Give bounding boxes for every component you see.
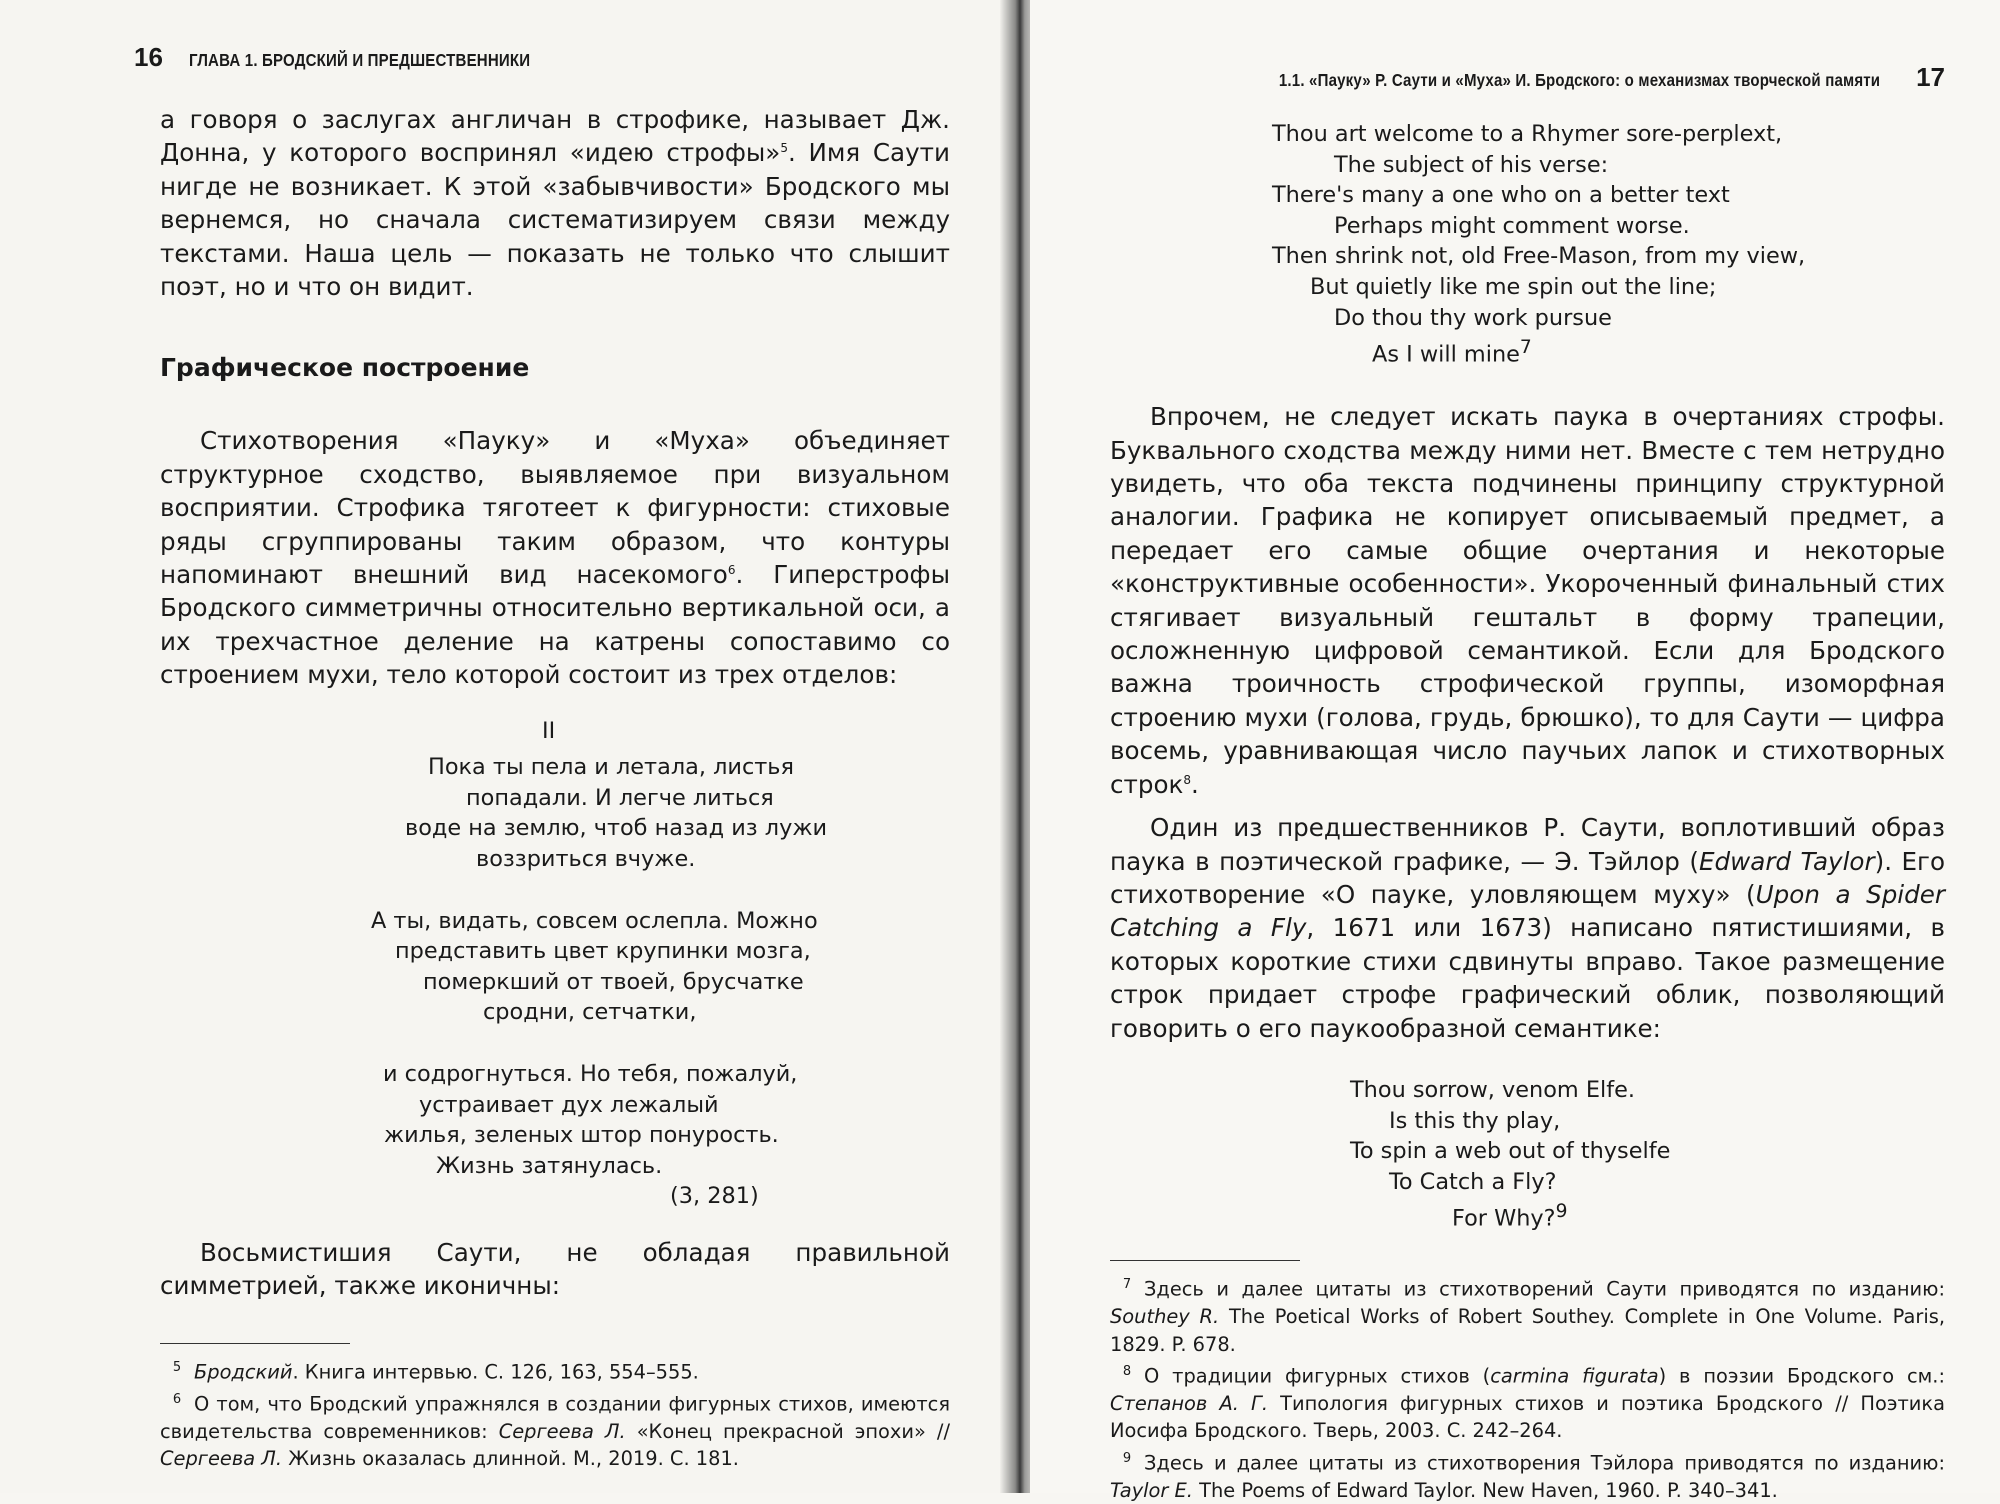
poem-line: Do thou thy work pursue xyxy=(1334,304,1612,331)
poem-line: To spin a web out of thyselfe xyxy=(1350,1138,1671,1165)
poem-line: Жизнь затянулась. xyxy=(436,1152,663,1179)
page-number-right: 17 xyxy=(1916,62,1945,92)
poem-line: There's many a one who on a better text xyxy=(1272,182,1730,209)
poem-line: воззриться вчуже. xyxy=(476,846,696,873)
poem-line: But quietly like me spin out the line; xyxy=(1310,273,1717,300)
poem-line: померкший от твоей, брусчатке xyxy=(423,968,804,995)
section-title: Графическое построение xyxy=(160,353,530,383)
footnote-ref-9[interactable]: 9 xyxy=(1555,1201,1568,1223)
paragraph-taylor: Один из предшественников Р. Саути, воплотивший образ паука в поэтической графике, — Э. Тэйлор (Edward Taylor). Его стихотворение «О пауке, уловляющем муху» (Upon a Spider Catching a Fly, 1671 или 1673) написано пятистишиями, в которых короткие стихи сдвинуты вправо. Такое размещение строк придает строфе графический облик, позволяющий говорить о его паукообразной семантике: xyxy=(1110,813,1945,1043)
poem-line: Then shrink not, old Free-Mason, from my view, xyxy=(1272,243,1806,270)
footnote-5: 5 Бродский. Книга интервью. С. 126, 163, 554–555. xyxy=(172,1359,699,1384)
poem-line: представить цвет крупинки мозга, xyxy=(395,938,811,965)
taylor-poem xyxy=(1110,1075,1945,1234)
footnote-7: 7 Здесь и далее цитаты из стихотворений Саути приводятся по изданию: Southey R. The Poetical Works of Robert Southey. Complete in One Volume. Paris, 1829. P. 678. xyxy=(1110,1277,1945,1356)
poem-line: и содрогнуться. Но тебя, пожалуй, xyxy=(383,1061,798,1088)
poem-line: жилья, зеленых штор понурость. xyxy=(384,1122,779,1149)
poem-line: А ты, видать, совсем ослепла. Можно xyxy=(371,907,818,934)
footnote-divider xyxy=(1110,1260,1300,1261)
poem-line: As I will mine$^7$ xyxy=(1372,337,1532,368)
footnote-divider xyxy=(160,1343,350,1344)
poem-line: Пока ты пела и летала, листья xyxy=(428,754,794,781)
poem-line: устраивает дух лежалый xyxy=(419,1091,719,1118)
poem-line: The subject of his verse: xyxy=(1334,151,1609,178)
chapter-title: ГЛАВА 1. БРОДСКИЙ И ПРЕДШЕСТВЕННИКИ xyxy=(188,50,531,70)
right-running-header xyxy=(1110,62,1945,93)
poem-line: For Why?$^9$ xyxy=(1452,1201,1568,1232)
poem-line: To Catch a Fly? xyxy=(1389,1168,1557,1195)
footnote-ref-7[interactable]: 7 xyxy=(1519,337,1532,359)
southey-poem xyxy=(1110,119,1945,370)
poem-line: Thou sorrow, venom Elfe. xyxy=(1350,1076,1635,1103)
poem-stanza xyxy=(160,752,950,874)
right-footnotes xyxy=(1110,1260,1945,1504)
footnote-9: 9 Здесь и далее цитаты из стихотворения Тэйлора приводятся по изданию: Taylor E. The Poems of Edward Taylor. New Haven, 1960. P. 340–341. xyxy=(1110,1450,1945,1502)
right-page xyxy=(1030,0,2000,1502)
paragraph-structure: Стихотворения «Пауку» и «Муха» объединяет структурное сходство, выявляемое при визуальном восприятии. Строфика тяготеет к фигурности: стиховые ряды сгруппированы таким образом, что контуры напоминают внешний вид насекомого$^6$. Гиперстрофы Бродского симметричны относительно вертикальной оси, а их трехчастное деление на катрены сопоставимо со строением мухи, тело которой состоит из трех отделов: xyxy=(160,426,950,690)
poem-line: воде на землю, чтоб назад из лужи xyxy=(405,815,828,842)
poem-citation: (3, 281) xyxy=(670,1183,759,1210)
page-number-left: 16 xyxy=(134,42,163,72)
intro-paragraph: а говоря о заслугах англичан в строфике, называет Дж. Донна, у которого воспринял «идею строфы»$^5$. Имя Саути нигде не возникает. К этой «забывчивости» Бродского мы вернемся, но сначала систематизируем связи между текстами. Наша цель — показать не только что слышит поэт, но и что он видит. xyxy=(160,105,950,302)
poem-stanza xyxy=(160,1059,950,1212)
poem-line: Is this thy play, xyxy=(1389,1107,1561,1134)
footnote-8: 8 О традиции фигурных стихов (carmina figurata) в поэзии Бродского см.: Степанов А. Г. Типология фигурных стихов и поэтика Бродского // Поэтика Иосифа Бродского. Тверь, 2003. С. 242–264. xyxy=(1110,1364,1945,1443)
left-footnotes xyxy=(160,1343,950,1473)
poem-stanza xyxy=(160,906,950,1028)
brodsky-poem xyxy=(160,716,950,1212)
poem-line: сродни, сетчатки, xyxy=(483,999,697,1026)
footnote-6: 6 О том, что Бродский упражнялся в создании фигурных стихов, имеются свидетельства современников: Сергеева Л. «Конец прекрасной эпохи» // Сергеева Л. Жизнь оказалась длинной. М., 2019. С. 181. xyxy=(160,1391,950,1470)
paragraph-southey: Восьмистишия Саути, не обладая правильной симметрией, также иконичны: xyxy=(160,1238,950,1301)
left-running-header xyxy=(134,42,950,73)
footnote-ref-8[interactable]: 8 xyxy=(1183,772,1192,787)
poem-line: Perhaps might comment worse. xyxy=(1334,212,1690,239)
poem-line: попадали. И легче литься xyxy=(466,784,774,811)
footnote-ref-5[interactable]: 5 xyxy=(780,141,788,156)
paragraph-analogy: Впрочем, не следует искать паука в очертаниях строфы. Буквального сходства между ними нет. Вместе с тем нетрудно увидеть, что оба текста подчинены принципу структурной аналогии. Графика не копирует описываемый предмет, а передает его самые общие очертания и некоторые «конструктивные особенности». Укороченный финальный стих стягивает визуальный гештальт в форму трапеции, осложненную цифровой семантикой. Если для Бродского важна троичность строфической группы, изоморфная строению мухи (голова, грудь, брюшко), то для Саути — цифра восемь, уравнивающая число паучьих лапок и стихотворных строк$^8$. xyxy=(1110,402,1945,799)
section-running-title: 1.1. «Пауку» Р. Саути и «Муха» И. Бродского: о механизмах творческой памяти xyxy=(1278,70,1881,90)
poem-numeral: II xyxy=(542,717,556,744)
footnote-ref-6[interactable]: 6 xyxy=(727,562,736,577)
poem-line: Thou art welcome to a Rhymer sore-perplext, xyxy=(1272,121,1783,147)
